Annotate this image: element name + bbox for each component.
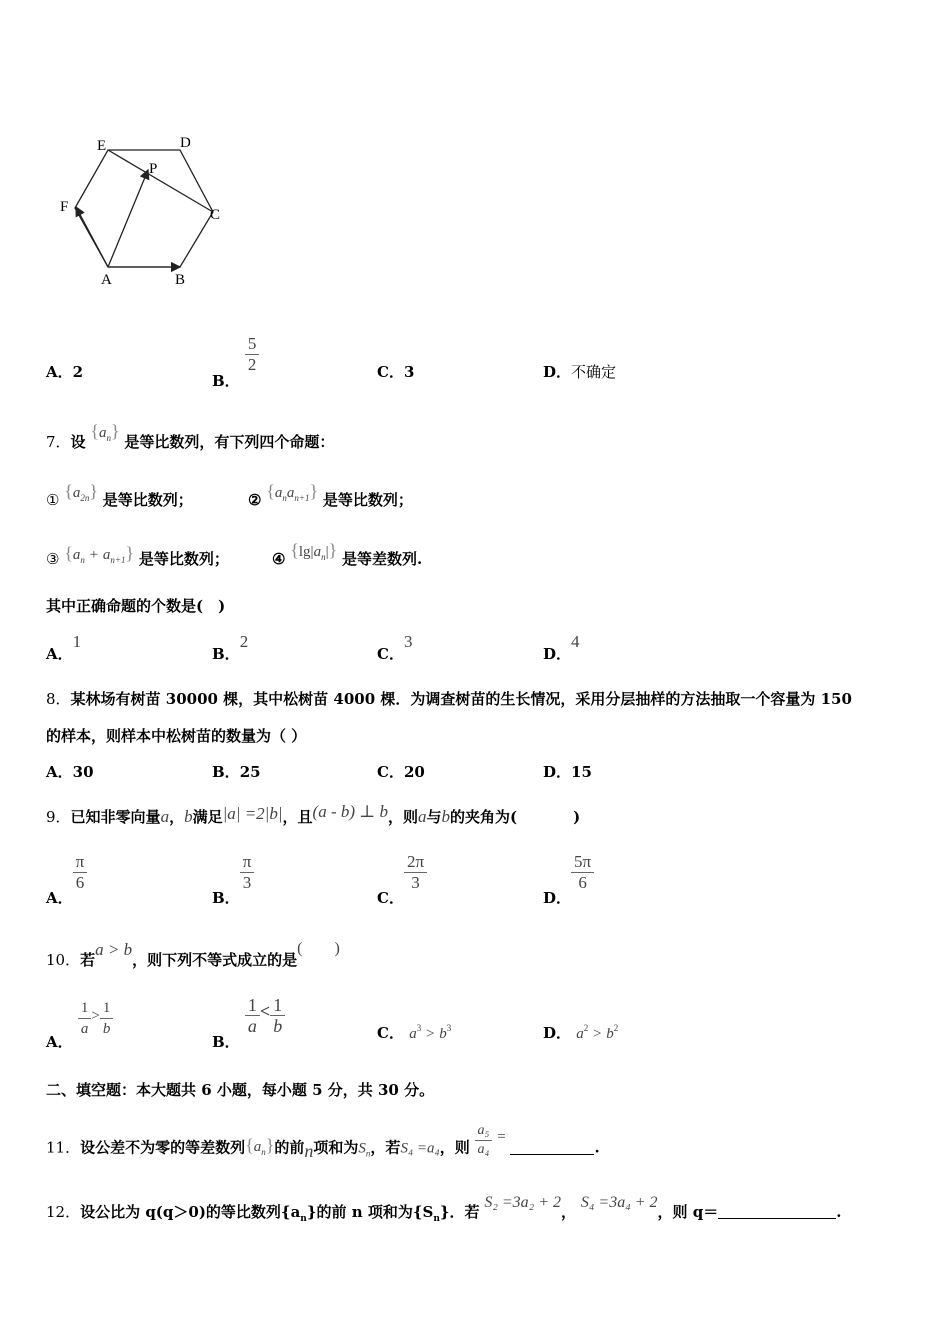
q7-option-a[interactable]: A．1 bbox=[46, 632, 82, 663]
q6-option-b[interactable]: B． $\frac{5}{2}$ bbox=[212, 334, 259, 375]
q9-stem: 9．已知非零向量a，b满足|a| =2|b|，且(a - b) ⊥ b，则a与b的夹角为( ) bbox=[46, 802, 581, 826]
hexagon-figure bbox=[50, 125, 240, 295]
vector-ap bbox=[108, 170, 148, 267]
q8-stem-line1: 8．某林场有树苗 30000 棵，其中松树苗 4000 棵．为调查树苗的生长情况，采用分层抽样的方法抽取一个容量为 150 bbox=[46, 690, 852, 708]
q8-option-d[interactable]: D．15 bbox=[543, 763, 592, 781]
q7-proposition-4: ④ $\{\lg|a_n|\}$ 是等差数列. bbox=[272, 540, 423, 568]
q7-option-c[interactable]: C．3 bbox=[377, 632, 413, 663]
q7-proposition-2: ② $\{a_na_{n+1}\}$ 是等比数列； bbox=[248, 481, 413, 509]
q8-stem-line2: 的样本，则样本中松树苗的数量为（ ） bbox=[46, 727, 307, 745]
q9-option-d[interactable]: D． $\frac{5\pi}{6}$ bbox=[543, 852, 594, 893]
label-c: C bbox=[210, 207, 221, 223]
q9-option-b[interactable]: B． $\frac{\pi}{3}$ bbox=[212, 852, 254, 893]
q10-option-c[interactable]: C． $a^3 > b^3$ bbox=[377, 1023, 452, 1042]
q10-option-d[interactable]: D． $a^2 > b^2$ bbox=[543, 1023, 619, 1042]
q7-option-b[interactable]: B．2 bbox=[212, 632, 249, 663]
label-e: E bbox=[97, 138, 107, 154]
section-heading: 二、填空题：本大题共 6 小题，每小题 5 分，共 30 分。 bbox=[46, 1081, 435, 1099]
segment-ec bbox=[108, 150, 213, 212]
q7-proposition-3: ③ $\{a_n + a_{n+1}\}$ 是等比数列； bbox=[46, 543, 229, 568]
q8-option-b[interactable]: B．25 bbox=[212, 763, 261, 781]
q11-stem: 11．设公差不为零的等差数列$\{a_n\}$的前n项和为$S_n$，若S₄ =a₄，则 $\frac{\text{a₅}}{\text{a₄}}$ = . bbox=[46, 1123, 600, 1161]
label-b: B bbox=[175, 272, 186, 288]
q9-option-a[interactable]: A． $\frac{\pi}{6}$ bbox=[46, 852, 87, 893]
q6-option-d[interactable]: D．不确定 bbox=[543, 363, 617, 381]
vector-af bbox=[76, 207, 108, 267]
q10-option-a[interactable]: A． $\frac{1}{a}$ > $\frac{1}{b}$ bbox=[46, 998, 113, 1039]
q7-option-d[interactable]: D．4 bbox=[543, 632, 580, 663]
q9-option-c[interactable]: C． $\frac{2\pi}{3}$ bbox=[377, 852, 427, 893]
label-d: D bbox=[180, 135, 191, 151]
label-p: P bbox=[149, 161, 158, 177]
q6-option-c[interactable]: C．3 bbox=[377, 363, 415, 381]
q8-option-c[interactable]: C．20 bbox=[377, 763, 425, 781]
label-a: A bbox=[101, 272, 112, 288]
q7-stem: 7．设 $\{a_n\}$ 是等比数列，有下列四个命题： bbox=[46, 421, 335, 451]
q11-answer-blank[interactable] bbox=[510, 1138, 594, 1155]
q7-proposition-1: ① $\{a_{2n}\}$ 是等比数列； bbox=[46, 481, 193, 509]
q7-question: 其中正确命题的个数是( ) bbox=[46, 597, 226, 615]
q10-option-b[interactable]: B． $\frac{1}{a}$ < $\frac{1}{b}$ bbox=[212, 995, 285, 1036]
hexagon-outline bbox=[75, 150, 213, 267]
q8-option-a[interactable]: A．30 bbox=[46, 763, 94, 781]
q12-answer-blank[interactable] bbox=[718, 1202, 836, 1219]
q6-option-a[interactable]: A．2 bbox=[46, 363, 84, 381]
label-f: F bbox=[60, 199, 69, 215]
q10-stem: 10．若a > b，则下列不等式成立的是( ) bbox=[46, 940, 340, 969]
q12-stem: 12．设公比为 q(q＞0)的等比数列$\{a_n\}$的前 n 项和为$\{S_n\}$．若 S₂ =3a₂ + 2， S₄ =3a₄ + 2，则 q＝ . bbox=[46, 1194, 842, 1224]
